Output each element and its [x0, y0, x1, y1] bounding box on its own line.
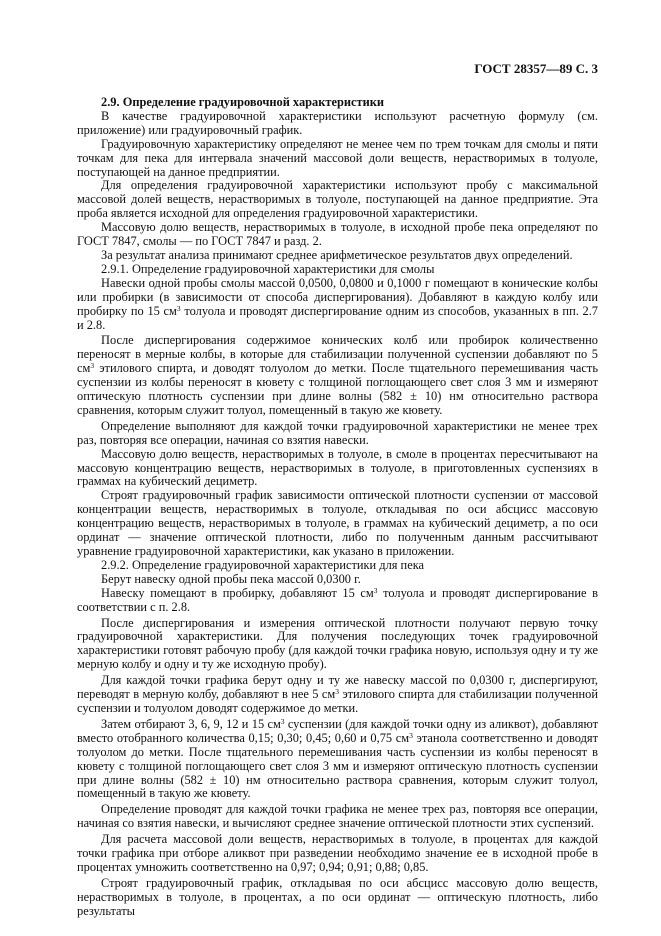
- paragraph: [77, 718, 598, 801]
- section-number: 2.9.: [101, 95, 120, 109]
- paragraph: [77, 277, 598, 333]
- superscript: 3: [409, 730, 413, 740]
- paragraph: Берут навеску одной пробы пека массой 0,0300 г.: [101, 571, 361, 586]
- paragraph: В качестве градуировочной характеристики используют расчетную формулу (см. приложение) или градуировочный график.: [77, 108, 598, 137]
- paragraph: Градуировочную характеристику определяют не менее чем по трем точкам для смолы и пяти точкам для пека для интервала значений массовой доли веществ, нерастворимых в толуоле, поступающей на данное предприятии.: [77, 136, 598, 179]
- text-fragment: этилового спирта, и доводят толуолом до метки. После тщательного перемешивания часть суспензии из колбы переносят в кювету с толщиной поглощающего свет слоя 3 мм и измеряют оптическую плотность суспензии при длине волны (582 ± 10) нм относительно раствора сравнения, которым служит толуол, помещенный в такую же кювету.: [77, 361, 598, 417]
- superscript: 3: [90, 361, 95, 371]
- document-body: [77, 96, 598, 919]
- text-fragment: толуола и проводят диспергирование в соответствии с п. 2.8.: [77, 585, 598, 614]
- paragraph: Строят градуировочный график зависимости оптической плотности суспензии от массовой концентрации веществ, нерастворимых в толуоле, откладывая по оси абсцисс массовую концентрацию веществ, нерастворимых в толуоле, в граммах на кубический дециметр, а по оси ординат — значение оптической плотности, либо по полученным данным рассчитывают уравнение градуировочной характеристики, как указано в приложении.: [77, 488, 598, 558]
- text-fragment: Для каждой точки графика берут одну и ту же навеску массой по 0,0300 г, диспергируют, переводят в мерную колбу, добавляют в нее 5 см: [77, 673, 598, 702]
- page-header: ГОСТ 28357—89 С. 3: [474, 61, 598, 76]
- paragraph: Массовую долю веществ, нерастворимых в толуоле, в смоле в процентах пересчитывают на массовую концентрацию веществ, нерастворимых в толуоле, в приготовленных суспензиях в граммах на кубический дециметр.: [77, 446, 598, 489]
- text-fragment: После диспергирования содержимое конических колб или пробирок количественно переносят в мерные колбы, в которые для стабилизации полученной суспензии добавляют по 5 см: [77, 333, 598, 376]
- section-heading: [77, 96, 598, 110]
- text-fragment: толуола и проводят диспергирование одним из способов, указанных в пп. 2.7 и 2.8.: [77, 303, 598, 332]
- subsection-heading: 2.9.1. Определение градуировочной характеристики для смолы: [101, 261, 435, 276]
- paragraph: За результат анализа принимают среднее арифметическое результатов двух определений.: [101, 247, 573, 262]
- superscript: 3: [335, 687, 339, 697]
- paragraph: После диспергирования и измерения оптической плотности получают первую точку градуировочной характеристики. Для получения последующих точек градуировочной характеристики готовят рабочую пробу (для каждой точки графика новую, используя одну и ту же мерную колбу и одну и ту же исходную пробу).: [77, 615, 598, 672]
- paragraph: [77, 334, 598, 417]
- paragraph: Массовую долю веществ, нерастворимых в толуоле, в исходной пробе пека определяют по ГОСТ 7847, смолы — по ГОСТ 7847 и разд. 2.: [77, 220, 598, 249]
- text-fragment: Навески одной пробы смолы массой 0,0500, 0,0800 и 0,1000 г помещают в конические колбы или пробирки (в зависимости от способа диспергирования). Добавляют в каждую колбу или пробирку по 15 см: [77, 275, 598, 318]
- paragraph: Определение проводят для каждой точки графика не менее трех раз, повторяя все операции, начиная со взятия навески, и вычисляют среднее значение оптической плотности этих суспензий.: [77, 802, 598, 831]
- paragraph: Определение выполняют для каждой точки градуировочной характеристики не менее трех раз, повторяя все операции, начиная со взятия навески.: [77, 418, 598, 447]
- superscript: 3: [280, 716, 285, 726]
- superscript: 3: [176, 303, 181, 313]
- paragraph: [77, 587, 598, 615]
- paragraph: Для определения градуировочной характеристики используют пробу с максимальной массовой долей веществ, нерастворимых в толуоле, поступающей на данное предприятие. Эта проба является исходной для определения градуировочной характеристики.: [77, 178, 598, 221]
- text-fragment: Затем отбирают 3, 6, 9, 12 и 15 см: [101, 716, 281, 731]
- paragraph: [77, 674, 598, 716]
- superscript: 3: [373, 585, 378, 595]
- paragraph: Строят градуировочный график, откладывая по оси абсцисс массовую долю веществ, нерастворимых в толуоле, в процентах, а по оси ординат — оптическую плотность, либо результаты: [77, 875, 598, 918]
- section-title: Определение градуировочной характеристики: [122, 95, 385, 109]
- text-fragment: суспензии (для каждой точки одну из аликвот), добавляют вместо отобранного количества 0,15; 0,30; 0,45; 0,60 и 0,75 см: [77, 716, 598, 745]
- text-fragment: этилового спирта для стабилизации полученной суспензии и толуолом доводят содержимое до метки.: [77, 687, 599, 715]
- text-fragment: Навеску помещают в пробирку, добавляют 15 см: [101, 585, 374, 600]
- paragraph: Для расчета массовой доли веществ, нерастворимых в толуоле, в процентах для каждой точки графика при отборе аликвот при разведении необходимо значение ее в исходной пробе в процентах умножить соответственно на 0,97; 0,94; 0,91; 0,88; 0,85.: [77, 832, 598, 874]
- text-fragment: этанола соответственно и доводят толуолом до метки. После тщательного перемешивания часть суспензии из колбы переносят в кювету с толщиной поглощающего свет слоя 3 мм и измеряют оптическую плотность суспензии при длине волны (582 ± 10) нм относительно раствора сравнения, которым служит толуол, помещенный в такую же кювету.: [77, 730, 598, 801]
- subsection-heading: 2.9.2. Определение градуировочной характеристики для пека: [101, 557, 425, 572]
